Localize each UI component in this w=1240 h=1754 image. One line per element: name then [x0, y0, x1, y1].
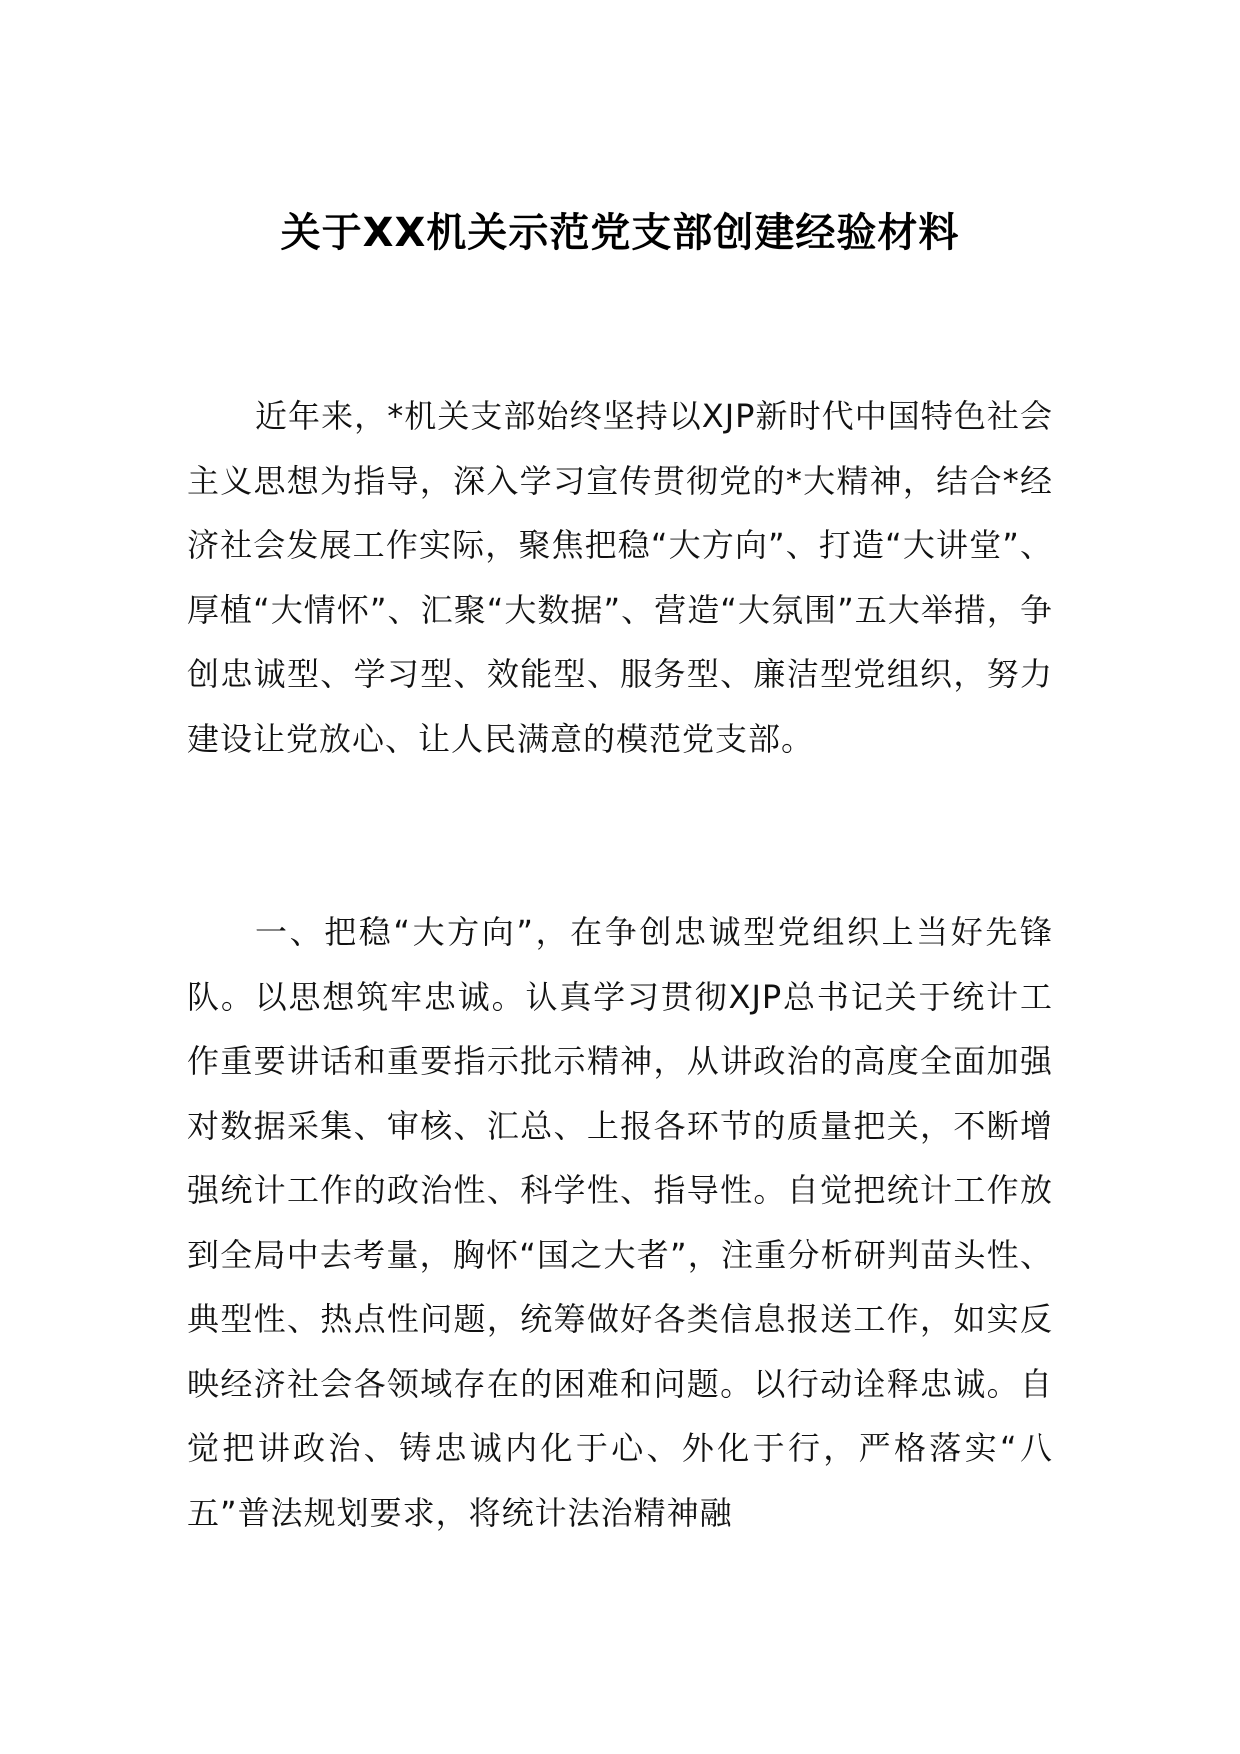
- intro-paragraph: 近年来，*机关支部始终坚持以XJP新时代中国特色社会主义思想为指导，深入学习宣传贯彻党的*大精神，结合*经济社会发展工作实际，聚焦把稳“大方向”、打造“大讲堂”、厚植“大情怀”、汇聚“大数据”、营造“大氛围”五大举措，争创忠诚型、学习型、效能型、服务型、廉洁型党组织，努力建设让党放心、让人民满意的模范党支部。: [187, 397, 1053, 758]
- document-title: 关于XX机关示范党支部创建经验材料: [280, 210, 960, 256]
- section-one-paragraph: 一、把稳“大方向”，在争创忠诚型党组织上当好先锋队。以思想筑牢忠诚。认真学习贯彻XJP总书记关于统计工作重要讲话和重要指示批示精神，从讲政治的高度全面加强对数据采集、审核、汇总、上报各环节的质量把关，不断增强统计工作的政治性、科学性、指导性。自觉把统计工作放到全局中去考量，胸怀“国之大者”，注重分析研判苗头性、典型性、热点性问题，统筹做好各类信息报送工作，如实反映经济社会各领域存在的困难和问题。以行动诠释忠诚。自觉把讲政治、铸忠诚内化于心、外化于行，严格落实“八五”普法规划要求，将统计法治精神融: [187, 913, 1053, 1532]
